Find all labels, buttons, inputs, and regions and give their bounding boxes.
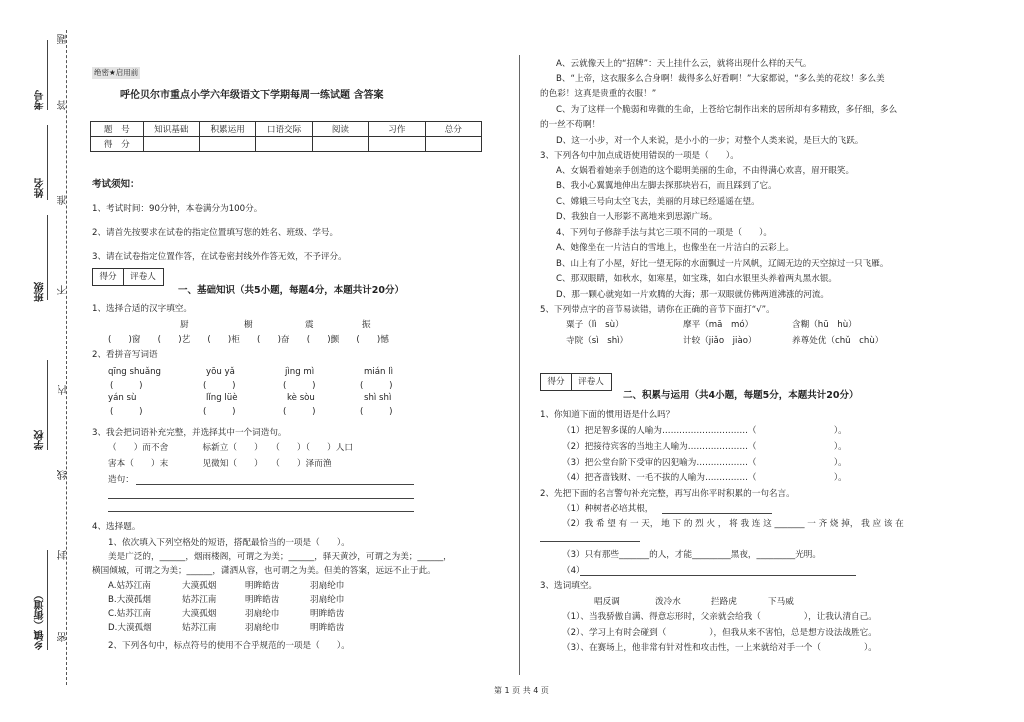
grader-score-label: 得分 [541, 374, 572, 390]
margin-banji-label: 班级 [35, 282, 46, 302]
q2-pinyin: shì shì [364, 393, 392, 403]
q4-option-c[interactable]: C.姑苏江南 [108, 609, 152, 619]
q1-char: 橱 [244, 320, 253, 330]
margin-xingming-blank [47, 125, 48, 200]
margin-kaohao-label: 考号 [35, 90, 46, 110]
margin-kaohao-blank [47, 40, 48, 110]
cut-char-feng: 封 [58, 550, 69, 560]
question-3: 3、我会把词语补充完整，并选择其中一个词造句。 [92, 428, 287, 438]
q2-pinyin: qīng shuǎng [108, 367, 162, 377]
option-text: B、“上帝，这衣服多么合身啊！裁得多么好看啊！”大家都说，“多么美的花纹！多么美 [556, 74, 885, 84]
s2-q1-item[interactable]: （4）把吝啬钱财、一毛不拔的人喻为……………（ ）。 [562, 473, 847, 483]
q4-option-d[interactable]: D.大漠孤烟 [108, 623, 152, 633]
question-3-right: 3、下列各句中加点成语使用错误的一项是（ ）。 [540, 151, 739, 161]
q3-right-option[interactable]: C、嫦娥三号向太空飞去，美丽的月球已经遥遥在望。 [556, 197, 760, 207]
q2-pinyin: yán sù [108, 393, 137, 403]
q2-pinyin: yōu yǎ [206, 367, 235, 377]
q4-option-c: 羽扇纶巾 [245, 609, 280, 619]
question-4: 4、选择题。 [92, 522, 141, 532]
question-4-right: 4、下列句子修辞手法与其它三项不同的一项是（ ）。 [556, 228, 773, 238]
q3-sentence-label: 造句： [108, 475, 134, 485]
score-cell: 习作 [369, 122, 425, 137]
q4-right-option[interactable]: B、山上有了小屋，好比一望无际的水面飘过一片风帆，辽阔无边的天空掠过一只飞雁。 [556, 259, 889, 269]
cut-char-mi: 密 [58, 632, 69, 642]
score-input-cell[interactable] [369, 137, 425, 152]
s2-q1-item[interactable]: （1）把足智多谋的人喻为…………………………（ ）。 [562, 426, 847, 436]
q4-right-option[interactable]: D、那一颗心就宛如一片欢腾的大海；那一双眼就仿佛两道沸涨的河流。 [556, 290, 830, 300]
q4-right-option[interactable]: C、那双眼睛，如秋水，如寒星，如宝珠，如白水银里头养着两丸黑水银。 [556, 274, 838, 284]
q4-sub1-text: 美是广泛的，______，烟雨楼阁，可谓之为美；______，驿天黄沙，可谓之为美；______， [108, 552, 452, 562]
q5-word[interactable]: 计较（jiǎo jiào） [683, 336, 757, 346]
notice-title: 考试须知： [92, 179, 140, 190]
s2-question-2: 2、先把下面的名言警句补充完整，再写出你平时积累的一句名言。 [540, 489, 795, 499]
score-input-cell[interactable] [143, 137, 199, 152]
score-input-cell[interactable] [425, 137, 481, 152]
secret-label: 绝密★启用前 [94, 68, 139, 77]
q1-char: 震 [305, 320, 314, 330]
s2-q2-answer-line[interactable] [662, 513, 772, 514]
page-title: 呼伦贝尔市重点小学六年级语文下学期每周一练试题 含答案 [120, 90, 384, 101]
s2-q3-word: 拦路虎 [711, 597, 737, 607]
s2-q2-item: （3）只有那些_______的人，才能_________黑夜，_________光明。 [562, 550, 821, 560]
q4-option-d: 姑苏江南 [182, 623, 217, 633]
q5-word[interactable]: 摩平（mā mó） [683, 320, 754, 330]
grader-reviewer-label: 评卷人 [130, 272, 156, 282]
score-cell: 阅读 [312, 122, 368, 137]
notice-item: 3、请在试卷指定位置作答，在试卷密封线外作答无效，不予评分。 [92, 252, 347, 262]
q2-answer-blank[interactable]: ( ) [110, 381, 143, 391]
q3-idioms-line1[interactable]: （ ）而不舍 标新立（ ） （ ）（ ）人口 [108, 443, 353, 453]
option-text: C、为了这样一个脆弱和卑微的生命，上苍给它制作出来的居所却有多精致，多仔细，多么 [556, 105, 898, 115]
q4-option-c: 大漠孤烟 [182, 609, 217, 619]
q3-right-option[interactable]: A、女娲看着她亲手创造的这个聪明美丽的生命，不由得满心欢喜，眉开眼笑。 [556, 166, 855, 176]
cut-char-ti: 题 [58, 34, 69, 44]
q4-option-b: 羽扇纶巾 [310, 595, 345, 605]
q2-answer-blank[interactable]: ( ) [203, 407, 236, 417]
q2-pinyin: lǐng lüè [206, 393, 238, 403]
q2-answer-blank[interactable]: ( ) [360, 381, 393, 391]
score-input-cell[interactable] [256, 137, 312, 152]
cut-char-da: 答 [58, 100, 69, 110]
q4-option-a[interactable]: A.姑苏江南 [108, 581, 151, 591]
q2-answer-blank[interactable]: ( ) [203, 381, 236, 391]
question-1: 1、选择合适的汉字填空。 [92, 304, 192, 314]
score-table-header-row [91, 122, 482, 137]
q4-option-b: 姑苏江南 [182, 595, 217, 605]
q2-pinyin: mián lì [364, 367, 393, 377]
q3-right-option[interactable]: D、我独自一人形影不离地来到思源广场。 [556, 212, 718, 222]
q1-blanks[interactable]: ( )窗 ( )艺 ( )柜 ( )奋 ( )颤 ( )憾 [108, 335, 389, 345]
q2-answer-blank[interactable]: ( ) [283, 381, 316, 391]
score-input-cell[interactable] [312, 137, 368, 152]
s2-q2-item: （2）我 希 望 有 一 天， 地 下 的 烈 火 ， 将 我 连 这 _______ 一 齐 烧 掉， 我 应 该 在 [562, 519, 904, 529]
column-divider [519, 55, 521, 675]
s2-q3-word: 唱反调 [594, 597, 620, 607]
s2-question-1: 1、你知道下面的惯用语是什么吗？ [540, 410, 675, 420]
notice-item: 2、请首先按要求在试卷的指定位置填写您的姓名、班级、学号。 [92, 228, 339, 238]
question-5-right: 5、下列带点字的音节易读错，请你在正确的音节下面打“√”。 [540, 305, 775, 315]
q3-right-option[interactable]: B、我小心翼翼地伸出左脚去探那块岩石，而且踩到了它。 [556, 181, 777, 191]
s2-q3-item[interactable]: （2）、学习上有时会碰到（ ），但我从来不害怕，总是想方设法战胜它。 [562, 628, 877, 638]
grader-box-2 [540, 373, 612, 391]
q1-char: 厨 [180, 320, 189, 330]
option-text: D、这一小步，对一个人来说，是小小的一步；对整个人类来说，是巨大的飞跃。 [556, 136, 864, 146]
margin-xiangzhen-label: 乡镇（街道） [35, 590, 46, 650]
q2-answer-blank[interactable]: ( ) [110, 407, 143, 417]
q5-word[interactable]: 养尊处优（chǔ chù） [792, 336, 884, 346]
score-cell: 题 号 [91, 122, 144, 137]
q2-pinyin: jìng mì [285, 367, 315, 377]
margin-xuexiao-blank [47, 360, 48, 450]
q2-pinyin: kè sòu [287, 393, 315, 403]
cut-char-bu: 不 [58, 285, 69, 295]
section1-title: 一、基础知识（共5小题，每题4分，本题共计20分） [178, 285, 404, 296]
grader-score-label: 得分 [93, 269, 124, 285]
margin-xingming-label: 姓名 [35, 178, 46, 198]
q4-option-d: 明眸皓齿 [310, 623, 345, 633]
q3-sentence-line[interactable] [136, 484, 414, 485]
q5-word[interactable]: 含糊（hū hù） [792, 320, 857, 330]
q3-sentence-line[interactable] [108, 511, 414, 512]
q1-char: 振 [362, 320, 371, 330]
q2-answer-blank[interactable]: ( ) [360, 407, 393, 417]
q3-idioms-line2[interactable]: 害本（ ）末 见微知（ ） （ ）泽而渔 [108, 459, 332, 469]
q2-answer-blank[interactable]: ( ) [283, 407, 316, 417]
q4-option-a: 大漠孤烟 [182, 581, 217, 591]
margin-xuexiao-label: 学校 [35, 430, 46, 450]
s2-q2-answer-line[interactable] [580, 575, 856, 576]
q4-option-a: 羽扇纶巾 [310, 581, 345, 591]
s2-q2-item: （1）种树者必培其根， [562, 504, 654, 514]
q4-option-b: 明眸皓齿 [245, 595, 280, 605]
q4-sub2: 2、下列各句中，标点符号的使用不合乎规范的一项是（ ）。 [108, 641, 350, 651]
s2-q1-item[interactable]: （2）把接待宾客的当地主人喻为…………………（ ）。 [562, 442, 847, 452]
option-text: 的一丝不苟啊！ [540, 120, 601, 130]
score-table-score-row [91, 137, 482, 152]
score-cell: 知识基础 [143, 122, 199, 137]
cut-char-zhun: 准 [58, 195, 69, 205]
q3-sentence-line[interactable] [108, 498, 414, 499]
page-footer: 第 1 页 共 4 页 [494, 686, 549, 695]
section2-title: 二、积累与运用（共4小题，每题5分，本题共计20分） [623, 390, 859, 401]
s2-q2-item: （4） [562, 566, 585, 576]
q5-word[interactable]: 寺院（sì shì） [566, 336, 629, 346]
q4-option-b[interactable]: B.大漠孤烟 [108, 595, 152, 605]
option-text: A、云就像天上的“招牌”：天上挂什么云，就将出现什么样的天气。 [556, 59, 812, 69]
cut-char-xian: 线 [58, 470, 69, 480]
s2-q3-item[interactable]: （3）、在赛场上，他非常有针对性和攻击性，一上来就给对手一个（ ）。 [562, 643, 877, 653]
q4-option-d: 羽扇纶巾 [245, 623, 280, 633]
question-2: 2、看拼音写词语 [92, 350, 158, 360]
margin-xiangzhen-blank [47, 550, 48, 650]
cut-char-nei: 内 [58, 385, 69, 395]
score-cell: 得 分 [91, 137, 144, 152]
score-table [90, 121, 482, 152]
s2-q3-word: 下马威 [768, 597, 794, 607]
seal-line [66, 30, 67, 685]
grader-reviewer-label: 评卷人 [578, 377, 604, 387]
q5-word[interactable]: 粟子（lì sù） [566, 320, 624, 330]
margin-banji-blank [47, 215, 48, 300]
q4-right-option[interactable]: A、她像坐在一片洁白的雪地上，也像坐在一片洁白的云彩上。 [556, 243, 794, 253]
notice-item: 1、考试时间：90分钟，本卷满分为100分。 [92, 204, 263, 214]
q4-option-a: 明眸皓齿 [245, 581, 280, 591]
s2-question-3: 3、选词填空。 [540, 581, 598, 591]
option-text: 的色彩！这真是贵重的衣服！” [540, 89, 657, 99]
score-input-cell[interactable] [199, 137, 255, 152]
s2-q3-word: 泼冷水 [655, 597, 681, 607]
q4-option-c: 明眸皓齿 [310, 609, 345, 619]
q4-sub1: 1、依次填入下列空格处的短语，搭配最恰当的一项是（ ）。 [108, 538, 350, 548]
score-cell: 总分 [425, 122, 481, 137]
score-cell: 口语交际 [256, 122, 312, 137]
s2-q2-answer-line[interactable] [540, 541, 640, 542]
q4-sub1-text: 横国倾城，可谓之为美；______，潇洒从容，也可谓之为美。但美的答案，远远不止于此。 [92, 566, 436, 576]
s2-q1-item[interactable]: （3）把公堂台阶下受审的囚犯喻为………………（ ）。 [562, 458, 847, 468]
grader-box [92, 268, 164, 286]
score-cell: 积累运用 [199, 122, 255, 137]
s2-q3-item[interactable]: （1）、当我骄傲自满、得意忘形时，父亲就会给我（ ），让我认清自己。 [562, 612, 877, 622]
